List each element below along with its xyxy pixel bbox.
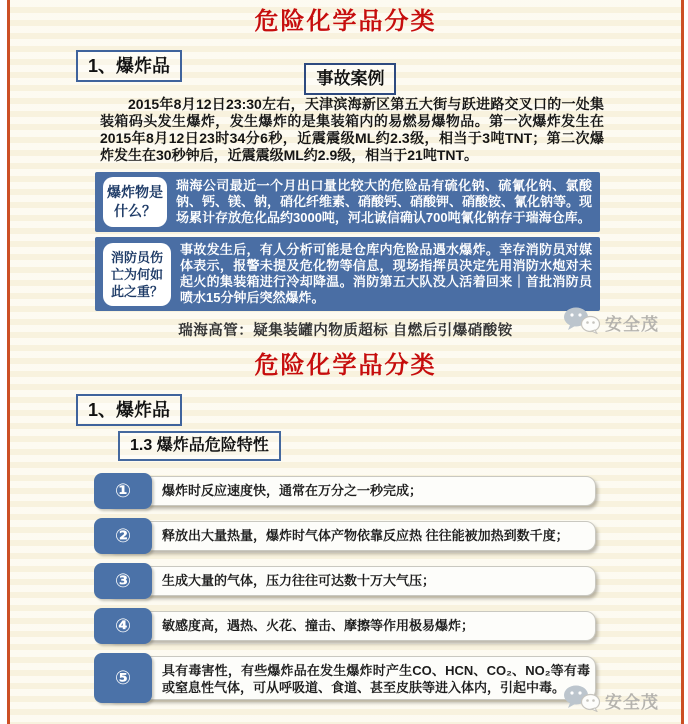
qa-text: 事故发生后，有人分析可能是仓库内危险品遇水爆炸。幸存消防员对媒体表示，报警未提及危化物等信息，现场指挥员决定先用消防水炮对未起火的集装箱进行冷却降温。消防第五大队没人活着回来｜首批消防员喷水15分钟后突然爆炸。 (180, 242, 592, 305)
wechat-icon (562, 684, 602, 717)
category-box-explosives: 1、爆炸品 (76, 394, 182, 426)
category-box-explosives: 1、爆炸品 (76, 50, 182, 82)
section2-header-row (10, 380, 681, 426)
list-item (94, 473, 596, 509)
list-item (94, 563, 596, 599)
qa-panel-firefighter-casualties (95, 237, 600, 311)
section2-title: 危险化学品分类 (254, 352, 437, 379)
section1-title: 危险化学品分类 (254, 8, 437, 35)
list-item-text: 释放出大量热量，爆炸时气体产物依靠反应热 往往能被加热到数千度； (162, 528, 569, 543)
right-border-rule (681, 0, 684, 724)
list-item-text: 敏感度高，遇热、火花、撞击、摩擦等作用极易爆炸； (162, 618, 475, 633)
qa-label: 消防员伤亡为何如此之重？ (103, 243, 171, 306)
list-item (94, 518, 596, 554)
hazard-feature-list (10, 473, 681, 703)
section2-subheader-row (10, 426, 681, 461)
list-item (94, 653, 596, 703)
content-area (10, 0, 681, 724)
incident-paragraph: 2015年8月12日23:30左右，天津滨海新区第五大街与跃进路交叉口的一处集装箱码头发生爆炸，发生爆炸的是集装箱内的易燃易爆物品。第一次爆炸发生在2015年8月12日23时34分6秒，近震震级ML约2.3级，相当于3吨TNT；第二次爆炸发生在30秒钟后，近震震级ML约2.9级，相当于21吨TNT。 (100, 96, 604, 163)
list-item-number-badge: ③ (94, 563, 152, 599)
brand-watermark-text: 安全茂 (605, 693, 659, 712)
list-item (94, 608, 596, 644)
brand-watermark (562, 306, 659, 339)
wechat-icon (562, 306, 602, 339)
news-caption: 瑞海高管：疑集装罐内物质超标 自燃后引爆硝酸铵 (178, 323, 513, 339)
list-item-number-badge: ② (94, 518, 152, 554)
left-border-rule (7, 0, 10, 724)
list-item-number-badge: ① (94, 473, 152, 509)
list-item-number-badge: ④ (94, 608, 152, 644)
brand-watermark (562, 684, 659, 717)
list-item-text: 爆炸时反应速度快，通常在万分之一秒完成； (162, 483, 423, 498)
brand-watermark-text: 安全茂 (605, 315, 659, 334)
list-item-text: 具有毒害性，有些爆炸品在发生爆炸时产生CO、HCN、CO₂、NO₂等有毒或窒息性气体，可从呼吸道、食道、甚至皮肤等进入体内，引起中毒。 (162, 663, 590, 695)
subsection-box-hazard-characteristics: 1.3 爆炸品危险特性 (118, 431, 281, 461)
list-item-text: 生成大量的气体，压力往往可达数十万大气压； (162, 573, 436, 588)
qa-panel-what-are-explosives (95, 172, 600, 232)
section1-header-row (10, 50, 681, 88)
qa-text: 瑞海公司最近一个月出口量比较大的危险品有硫化钠、硫氰化钠、氯酸钠、钙、镁、钠，硝化纤维素、硝酸钙、硝酸钾、硝酸铵、氰化钠等。现场累计存放危化品约3000吨，河北诚信确认700吨氰化钠存于瑞海仓库。 (176, 178, 593, 225)
qa-label: 爆炸物是什么？ (103, 177, 167, 227)
case-study-box: 事故案例 (304, 63, 396, 95)
list-item-number-badge: ⑤ (94, 653, 152, 703)
